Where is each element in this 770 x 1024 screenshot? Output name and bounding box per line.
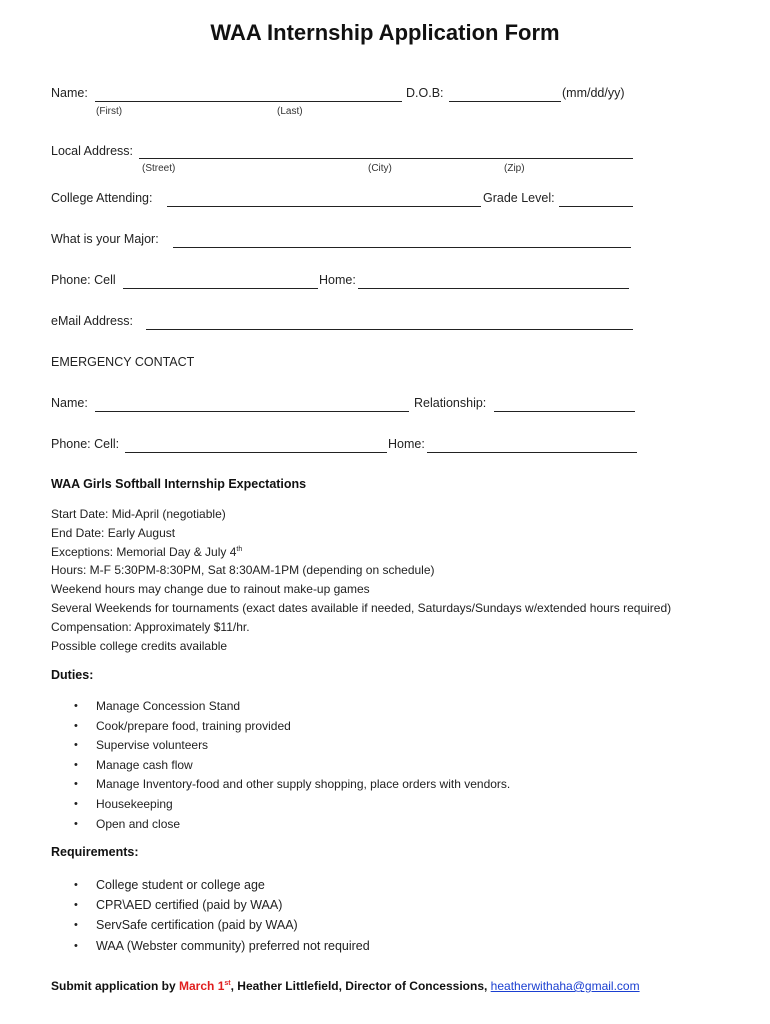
contact-email-link[interactable]: heatherwithaha@gmail.com — [490, 979, 640, 993]
bullet-icon: • — [74, 739, 78, 752]
bullet-icon: • — [74, 758, 78, 771]
duty-item-text: Manage Concession Stand — [96, 699, 241, 713]
first-name-hint: (First) — [96, 106, 123, 117]
duty-item-text: Manage cash flow — [96, 757, 193, 772]
deadline-text: March 1 — [179, 979, 225, 993]
requirement-item-text: College student or college age — [96, 878, 265, 892]
first-name-field[interactable] — [95, 86, 402, 102]
last-name-hint: (Last) — [277, 106, 303, 117]
major-label: What is your Major: — [51, 232, 159, 246]
bullet-icon: • — [74, 797, 78, 810]
page-title: WAA Internship Application Form — [210, 20, 560, 45]
tournaments-text: Several Weekends for tournaments (exact dates available if needed, Saturdays/Sundays w/extended hours required) — [51, 600, 672, 615]
phone-home-field[interactable] — [358, 273, 629, 289]
street-hint: (Street) — [142, 163, 176, 174]
bullet-icon: • — [74, 919, 78, 932]
emergency-name-field[interactable] — [95, 396, 409, 412]
city-hint: (City) — [368, 163, 392, 174]
college-field[interactable] — [167, 191, 481, 207]
emergency-phone-cell-label: Phone: Cell: — [51, 437, 120, 451]
expectations-list — [51, 505, 671, 655]
requirement-item — [72, 875, 370, 895]
email-field[interactable] — [146, 314, 633, 330]
duty-item — [72, 815, 510, 835]
exceptions-superscript: th — [236, 545, 243, 553]
duties-heading: Duties: — [51, 668, 94, 682]
email-label: eMail Address: — [51, 314, 133, 328]
emergency-home-field[interactable] — [427, 437, 637, 453]
requirement-item — [72, 895, 370, 915]
address-field[interactable] — [139, 143, 633, 159]
weekend-text: Weekend hours may change due to rainout make-up games — [51, 582, 370, 597]
name-label: Name: — [51, 86, 88, 100]
duty-item — [72, 736, 510, 756]
grade-label: Grade Level: — [483, 191, 555, 205]
duty-item — [72, 756, 510, 776]
relationship-field[interactable] — [494, 396, 635, 412]
exceptions-main: Exceptions: Memorial Day & July 4 — [51, 544, 237, 559]
zip-hint: (Zip) — [504, 163, 525, 174]
bullet-icon: • — [74, 939, 78, 952]
requirement-item-text: WAA (Webster community) preferred not required — [96, 938, 370, 953]
end-date-text: End Date: Early August — [51, 525, 176, 540]
duty-item-text: Cook/prepare food, training provided — [96, 718, 291, 733]
exceptions-text — [51, 543, 671, 562]
expectations-heading: WAA Girls Softball Internship Expectations — [51, 477, 307, 491]
footer-middle: , Heather Littlefield, Director of Concessions, — [230, 979, 491, 993]
duty-item — [72, 717, 510, 737]
bullet-icon: • — [74, 817, 78, 830]
emergency-phone-cell-field[interactable] — [125, 437, 387, 453]
grade-field[interactable] — [559, 191, 633, 207]
duty-item — [72, 795, 510, 815]
duty-item-text: Manage Inventory-food and other supply shopping, place orders with vendors. — [96, 777, 511, 792]
submission-instructions — [51, 979, 640, 993]
relationship-label: Relationship: — [414, 396, 487, 410]
duties-list — [72, 697, 510, 834]
deadline-date — [179, 979, 231, 993]
college-label: College Attending: — [51, 191, 153, 205]
address-label: Local Address: — [51, 144, 133, 158]
bullet-icon: • — [74, 899, 78, 912]
duty-item-text: Supervise volunteers — [96, 738, 209, 753]
major-field[interactable] — [173, 232, 631, 248]
requirement-item-text: ServSafe certification (paid by WAA) — [96, 918, 298, 933]
deadline-superscript: st — [224, 980, 231, 987]
emergency-name-label: Name: — [51, 396, 88, 410]
emergency-heading: EMERGENCY CONTACT — [51, 355, 195, 369]
dob-label: D.O.B: — [406, 86, 444, 100]
bullet-icon: • — [74, 778, 78, 791]
requirement-item — [72, 936, 370, 956]
requirement-item — [72, 915, 370, 935]
phone-home-label: Home: — [319, 273, 356, 287]
duty-item-text: Housekeeping — [96, 796, 173, 811]
duty-item — [72, 697, 510, 717]
start-date-text: Start Date: Mid-April (negotiable) — [51, 507, 226, 521]
bullet-icon: • — [74, 879, 78, 891]
footer-prefix: Submit application by — [51, 979, 180, 993]
bullet-icon: • — [74, 719, 78, 732]
credits-text: Possible college credits available — [51, 638, 228, 653]
bullet-icon: • — [74, 700, 78, 712]
phone-cell-label: Phone: Cell — [51, 273, 116, 287]
dob-format-hint: (mm/dd/yy) — [562, 86, 625, 100]
requirements-heading: Requirements: — [51, 845, 139, 859]
duty-item — [72, 775, 510, 795]
duty-item-text: Open and close — [96, 816, 181, 831]
hours-text: Hours: M-F 5:30PM-8:30PM, Sat 8:30AM-1PM (depending on schedule) — [51, 563, 435, 578]
emergency-home-label: Home: — [388, 437, 425, 451]
phone-cell-field[interactable] — [123, 273, 318, 289]
dob-field[interactable] — [449, 86, 561, 102]
compensation-text: Compensation: Approximately $11/hr. — [51, 619, 250, 634]
requirement-item-text: CPR\AED certified (paid by WAA) — [96, 898, 283, 913]
requirements-list — [72, 875, 370, 956]
